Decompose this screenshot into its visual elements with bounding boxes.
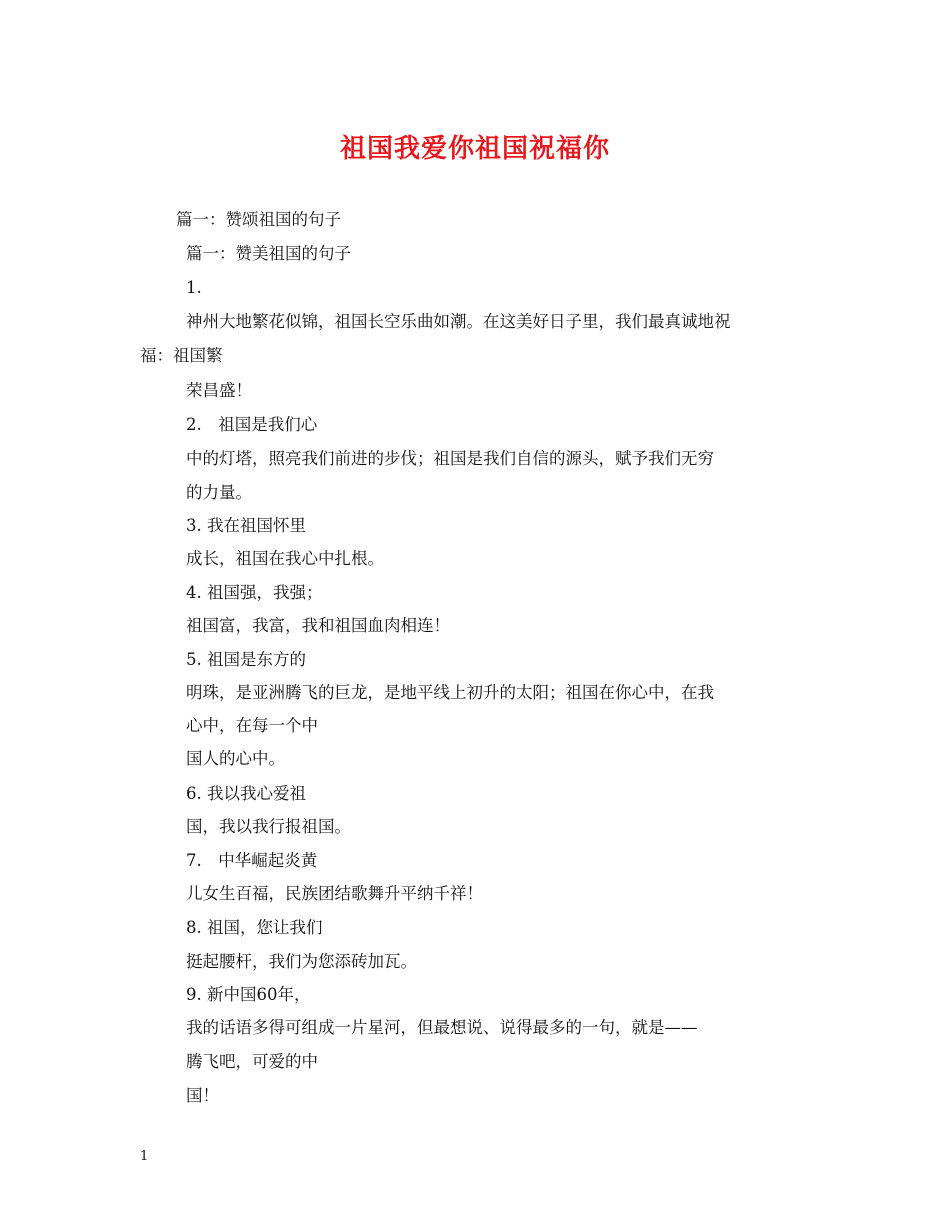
text-line: 6. 我以我心爱祖: [186, 784, 306, 803]
text-line: 9. 新中国60年，: [186, 985, 311, 1004]
text-line: 挺起腰杆，我们为您添砖加瓦。: [186, 952, 417, 971]
section-heading: 篇一：赞颂祖国的句子: [176, 210, 341, 229]
text-line: 1.: [186, 278, 202, 297]
text-line: 腾飞吧，可爱的中: [186, 1052, 318, 1071]
text-line: 国，我以我行报祖国。: [186, 817, 351, 836]
text-line: 国！: [186, 1086, 219, 1105]
text-line: 中的灯塔，照亮我们前进的步伐；祖国是我们自信的源头，赋予我们无穷: [186, 449, 714, 468]
text-line: 福：祖国繁: [140, 346, 223, 365]
text-line: 儿女生百福，民族团结歌舞升平纳千祥！: [186, 884, 483, 903]
text-line: 的力量。: [186, 483, 252, 502]
text-line: 5. 祖国是东方的: [186, 650, 306, 669]
document-title: 祖国我爱你祖国祝福你: [339, 134, 610, 164]
text-line: 明珠，是亚洲腾飞的巨龙，是地平线上初升的太阳；祖国在你心中，在我: [186, 683, 714, 702]
text-line: 我的话语多得可组成一片星河，但最想说、说得最多的一句，就是——: [186, 1018, 698, 1037]
text-line: 心中，在每一个中: [186, 716, 318, 735]
page-number: 1: [140, 1149, 149, 1164]
text-line: 国人的心中。: [186, 749, 285, 768]
text-line: 8. 祖国，您让我们: [186, 918, 323, 937]
text-line: 荣昌盛！: [186, 381, 252, 400]
text-line: 祖国富，我富，我和祖国血肉相连！: [186, 616, 450, 635]
text-line: 7. 中华崛起炎黄: [186, 851, 318, 870]
text-line: 神州大地繁花似锦，祖国长空乐曲如潮。在这美好日子里，我们最真诚地祝: [186, 312, 731, 331]
subsection-heading: 篇一：赞美祖国的句子: [186, 244, 351, 263]
text-line: 3. 我在祖国怀里: [186, 516, 306, 535]
text-line: 4. 祖国强，我强；: [186, 583, 323, 602]
text-line: 2. 祖国是我们心: [186, 415, 318, 434]
text-line: 成长，祖国在我心中扎根。: [186, 549, 384, 568]
